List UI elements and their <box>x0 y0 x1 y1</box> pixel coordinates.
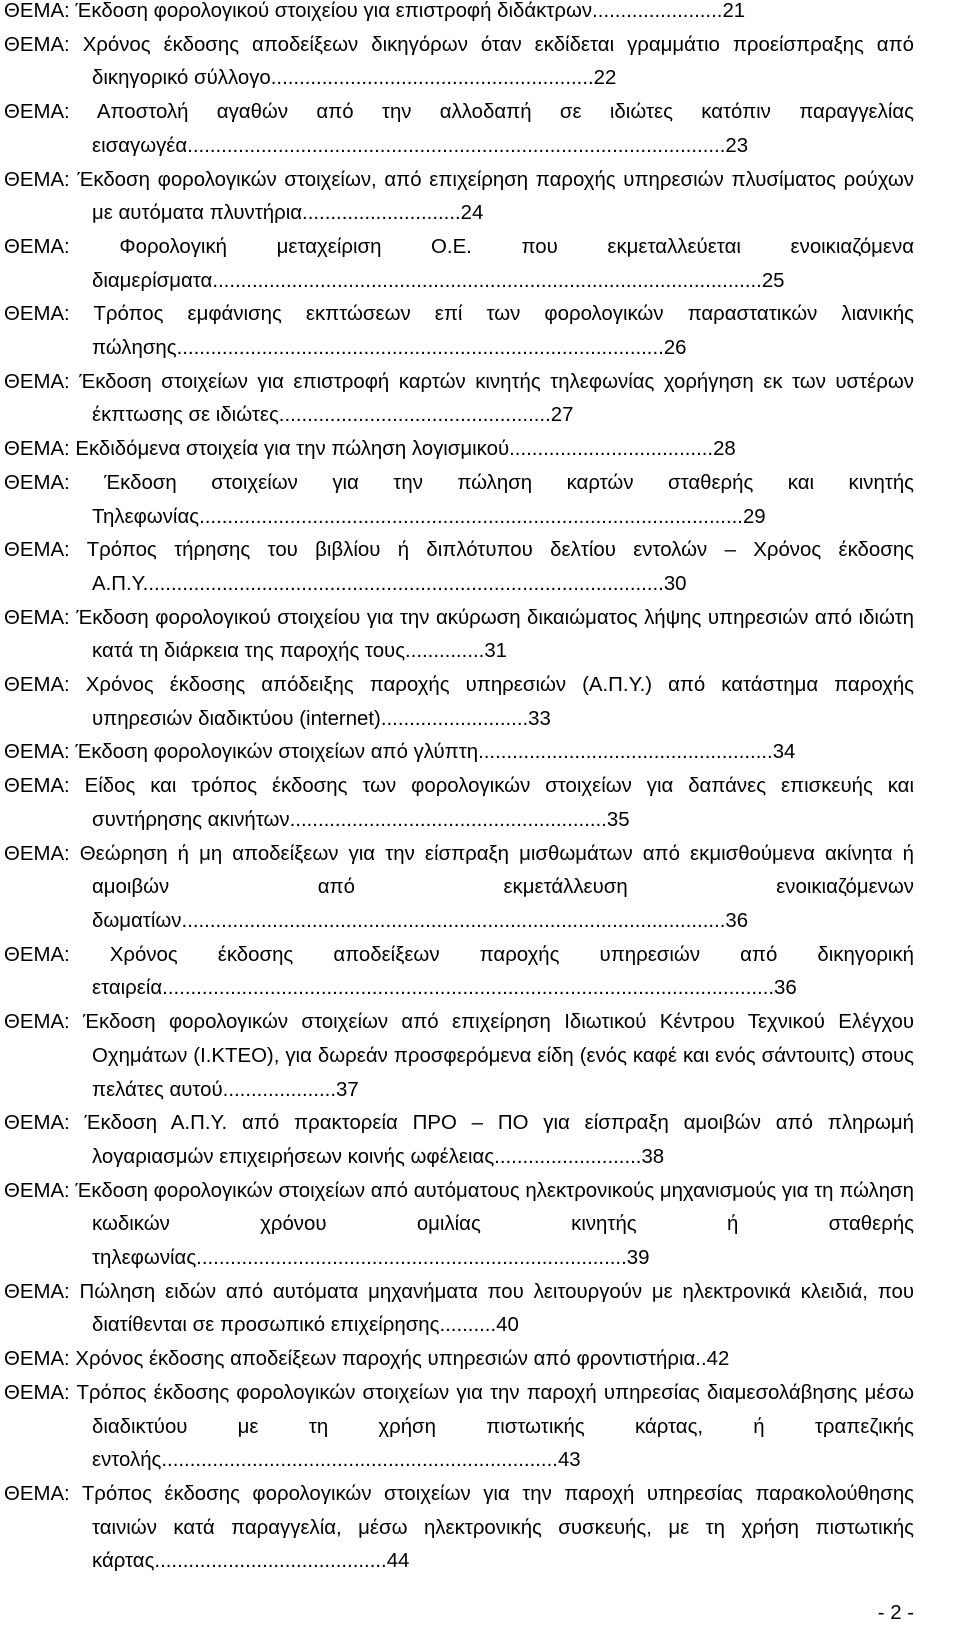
toc-entry-tail <box>182 337 686 359</box>
toc-entry-page-number: 42 <box>706 1348 730 1371</box>
toc-entry-leader: ......................... <box>499 1145 642 1168</box>
toc-entry-title: ΘΕΜΑ: Έκδοση φορολογικών στοιχείων, από επιχείρηση παροχής υπηρεσιών πλυσίματος ρούχων με αυτόματα πλυντήρια. <box>4 168 914 225</box>
toc-entry-tail <box>500 1146 664 1168</box>
toc-entry[interactable] <box>4 298 914 365</box>
toc-entry-page-number: 26 <box>663 337 687 360</box>
toc-entry-tail <box>167 1449 581 1471</box>
toc-entry[interactable] <box>4 433 914 467</box>
toc-entry-title: ΘΕΜΑ: Έκδοση στοιχείων για την πώληση καρτών σταθερής και κινητής Τηλεφωνίας. <box>4 471 914 528</box>
toc-entry[interactable] <box>4 534 914 601</box>
toc-entry-page-number: 24 <box>460 202 484 225</box>
toc-entry-page-number: 21 <box>722 0 746 22</box>
toc-entry-leader: ..................................................................................... <box>182 337 664 360</box>
toc-entry[interactable] <box>4 231 914 298</box>
toc-entry-page-number: 35 <box>606 808 630 831</box>
toc-entry-tail <box>168 977 797 999</box>
toc-entry[interactable] <box>4 96 914 163</box>
toc-entry-tail <box>445 1314 519 1336</box>
table-of-contents <box>4 0 914 1579</box>
toc-entry-leader: ........................................................ <box>276 67 594 90</box>
toc-entry-tail <box>205 506 766 528</box>
toc-entry-title: ΘΕΜΑ: Χρόνος έκδοσης αποδείξεων παροχής υπηρεσιών από φροντιστήρια. <box>4 1348 701 1371</box>
toc-entry-tail <box>228 1079 358 1101</box>
toc-entry-title: ΘΕΜΑ: Έκδοση Α.Π.Υ. από πρακτορεία ΠΡΟ – ΠΟ για είσπραξη αμοιβών από πληρωμή λογαριασμών επιχειρήσεων κοινής ωφέλειας. <box>4 1112 914 1168</box>
toc-entry-title: ΘΕΜΑ: Έκδοση στοιχείων για επιστροφή καρτών κινητής τηλεφωνίας χορήγηση εκ των υστέρων έκπτωσης σε ιδιώτες. <box>4 370 914 427</box>
toc-entry-title: ΘΕΜΑ: Τρόπος έκδοσης φορολογικών στοιχείων για την παροχή υπηρεσίας διαμεσολάβησης μέσω διαδικτύου με τη χρήση πιστωτικής κάρτας, ή τραπεζικής εντολής. <box>4 1381 914 1472</box>
toc-entry[interactable] <box>4 939 914 1006</box>
toc-entry-tail <box>284 404 573 426</box>
toc-entry-page-number: 40 <box>496 1314 519 1337</box>
toc-entry-page-number: 25 <box>761 269 785 292</box>
toc-entry-leader: ............................................................................................... <box>204 505 743 528</box>
toc-entry-title: ΘΕΜΑ: Εκδιδόμενα στοιχεία για την πώληση λογισμικού. <box>4 438 515 461</box>
toc-entry-tail <box>187 910 748 932</box>
toc-entry-title: ΘΕΜΑ: Χρόνος έκδοσης απόδειξης παροχής υπηρεσιών (Α.Π.Υ.) από κατάστημα παροχής υπηρεσιών διαδικτύου (internet). <box>4 674 914 730</box>
toc-entry-page-number: 29 <box>742 505 766 528</box>
toc-entry-tail <box>484 741 796 763</box>
toc-entry-tail <box>598 0 745 22</box>
toc-entry-tail <box>160 1550 409 1572</box>
toc-entry-leader: ................... <box>228 1078 336 1101</box>
toc-entry[interactable] <box>4 602 914 669</box>
toc-entry-tail <box>701 1348 729 1370</box>
toc-entry-title: ΘΕΜΑ: Έκδοση φορολογικών στοιχείων από επιχείρηση Ιδιωτικού Κέντρου Τεχνικού Ελέγχου Οχημάτων (Ι.ΚΤΕΟ), για δωρεάν προσφερόμενα είδη (ενός καφέ και ενός σάντουιτς) στους πελάτες αυτού. <box>4 1011 914 1101</box>
toc-entry-page-number: 36 <box>725 909 749 932</box>
toc-entry-title: ΘΕΜΑ: Πώληση ειδών από αυτόματα μηχανήματα που λειτουργούν με ηλεκτρονικά κλειδιά, που διατίθενται σε προσωπικό επιχείρησης. <box>4 1280 914 1337</box>
toc-entry-tail <box>411 640 507 662</box>
toc-entry[interactable] <box>4 1377 914 1478</box>
toc-entry-page-number: 27 <box>550 404 574 427</box>
toc-entry[interactable] <box>4 736 914 770</box>
toc-entry[interactable] <box>4 838 914 939</box>
toc-entry-title: ΘΕΜΑ: Έκδοση φορολογικού στοιχείου για επιστροφή διδάκτρων. <box>4 0 598 22</box>
toc-entry-title: ΘΕΜΑ: Αποστολή αγαθών από την αλλοδαπή σε ιδιώτες κατόπιν παραγγελίας εισαγωγέα. <box>4 101 914 157</box>
toc-entry-title: ΘΕΜΑ: Φορολογική μεταχείριση Ο.Ε. που εκμεταλλεύεται ενοικιαζόμενα διαμερίσματα. <box>4 235 914 292</box>
toc-entry-page-number: 33 <box>528 707 551 730</box>
toc-entry-leader: ............................................................................................... <box>187 909 726 932</box>
toc-entry-title: ΘΕΜΑ: Χρόνος έκδοσης αποδείξεων δικηγόρων όταν εκδίδεται γραμμάτιο προείσπραξης από δικηγορικό σύλλογο. <box>4 33 914 90</box>
toc-entry-leader: . <box>700 1348 707 1371</box>
toc-entry-page-number: 38 <box>641 1145 665 1168</box>
toc-entry-page-number: 37 <box>335 1078 359 1101</box>
toc-entry-page-number: 36 <box>774 977 797 1000</box>
toc-entry[interactable] <box>4 669 914 736</box>
toc-entry-leader: ....................................................... <box>295 808 607 831</box>
toc-entry-leader: ........................................ <box>160 1550 387 1573</box>
toc-entry-tail <box>193 135 748 157</box>
toc-entry-title: ΘΕΜΑ: Χρόνος έκδοσης αποδείξεων παροχής υπηρεσιών από δικηγορική εταιρεία. <box>4 943 914 1000</box>
toc-entry-page-number: 30 <box>663 572 687 595</box>
toc-entry-leader: ......................... <box>386 707 529 730</box>
toc-entry-tail <box>515 438 736 460</box>
toc-entry-page-number: 23 <box>725 134 749 157</box>
toc-entry[interactable] <box>4 1175 914 1276</box>
toc-entry[interactable] <box>4 1276 914 1343</box>
toc-entry-tail <box>387 708 551 730</box>
toc-entry-tail <box>308 202 484 224</box>
toc-entry-leader: ................................................................................................ <box>217 269 762 292</box>
toc-entry-title: ΘΕΜΑ: Τρόπος έκδοσης φορολογικών στοιχείων για την παροχή υπηρεσίας παρακολούθησης ταινιών κατά παραγγελία, μέσω ηλεκτρονικής συσκευής, με τη χρήση πιστωτικής κάρτας. <box>4 1482 914 1573</box>
toc-entry-title: ΘΕΜΑ: Τρόπος τήρησης του βιβλίου ή διπλότυπου δελτίου εντολών – Χρόνος έκδοσης Α.Π.Υ. <box>4 539 914 595</box>
toc-entry-title: ΘΕΜΑ: Είδος και τρόπος έκδοσης των φορολογικών στοιχείων για δαπάνες επισκευής και συντήρησης ακινήτων. <box>4 775 914 831</box>
toc-entry-leader: .............................................................................................. <box>192 134 726 157</box>
toc-entry-page-number: 39 <box>626 1247 650 1270</box>
toc-entry-page-number: 31 <box>484 640 508 663</box>
toc-entry[interactable] <box>4 467 914 534</box>
toc-entry-leader: ........................... <box>307 202 461 225</box>
toc-entry-leader: ................................................... <box>483 741 773 764</box>
toc-entry-title: ΘΕΜΑ: Έκδοση φορολογικών στοιχείων από γλύπτη. <box>4 741 484 764</box>
toc-entry[interactable] <box>4 1006 914 1107</box>
toc-entry-tail <box>148 573 686 595</box>
toc-entry-title: ΘΕΜΑ: Θεώρηση ή μη αποδείξεων για την είσπραξη μισθωμάτων από εκμισθούμενα ακίνητα ή αμοιβών από εκμετάλλευση ενοικιαζόμενων δωματίων. <box>4 842 914 932</box>
toc-entry-leader: ............. <box>410 640 485 663</box>
toc-entry[interactable] <box>4 164 914 231</box>
toc-entry-title: ΘΕΜΑ: Έκδοση φορολογικού στοιχείου για την ακύρωση δικαιώματος λήψης υπηρεσιών από ιδιώτη κατά τη διάρκεια της παροχής τους. <box>4 606 914 663</box>
toc-entry-tail <box>276 67 616 89</box>
toc-entry-leader: ................................... <box>514 438 714 461</box>
toc-entry-leader: ............................................... <box>284 404 551 427</box>
toc-entry-page-number: 28 <box>713 438 736 461</box>
toc-entry-tail <box>202 1247 650 1269</box>
toc-entry-title: ΘΕΜΑ: Έκδοση φορολογικών στοιχείων από αυτόματους ηλεκτρονικούς μηχανισμούς για τη πώληση κωδικών χρόνου ομιλίας κινητής ή σταθερής τηλεφωνίας. <box>4 1179 914 1270</box>
toc-entry[interactable] <box>4 1478 914 1579</box>
toc-entry-page-number: 22 <box>593 67 617 90</box>
page-number: - 2 - <box>877 1602 914 1624</box>
toc-entry[interactable] <box>4 1107 914 1174</box>
toc-entry-tail <box>295 809 629 831</box>
toc-entry-page-number: 44 <box>386 1550 410 1573</box>
toc-entry[interactable] <box>4 1343 914 1377</box>
toc-entry[interactable] <box>4 770 914 837</box>
toc-entry-leader: ........................................................................................... <box>148 572 664 595</box>
toc-entry-leader: ........................................................................... <box>201 1247 627 1270</box>
toc-entry[interactable] <box>4 0 914 29</box>
toc-entry-leader: ...................... <box>597 0 723 22</box>
toc-entry-leader: ........................................................................................................... <box>167 977 775 1000</box>
toc-entry-page-number: 34 <box>772 741 796 764</box>
toc-entry[interactable] <box>4 366 914 433</box>
toc-entry[interactable] <box>4 29 914 96</box>
toc-entry-leader: ......... <box>445 1314 497 1337</box>
toc-entry-title: ΘΕΜΑ: Τρόπος εμφάνισης εκπτώσεων επί των φορολογικών παραστατικών λιανικής πώλησης. <box>4 303 914 360</box>
toc-entry-page-number: 43 <box>557 1449 581 1472</box>
toc-entry-leader: ..................................................................... <box>167 1449 558 1472</box>
toc-entry-tail <box>218 270 785 292</box>
